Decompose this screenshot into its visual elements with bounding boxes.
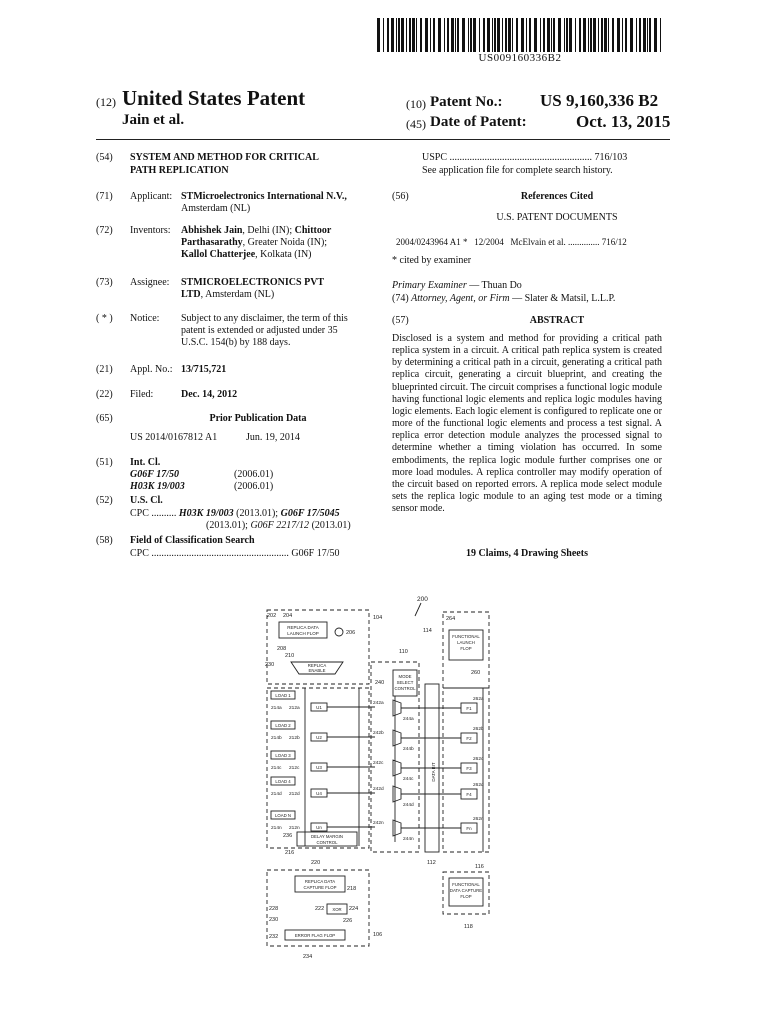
inventor-1-name: Abhishek Jain	[181, 225, 243, 236]
inventor-2-location: , Greater Noida (IN);	[242, 237, 328, 248]
field-cpc-dots: .......................................................	[148, 548, 292, 559]
barcode-bar	[636, 18, 637, 52]
invention-title-line1: SYSTEM AND METHOD FOR CRITICAL	[130, 152, 319, 163]
load-ref: 214n	[271, 826, 282, 831]
attorney-name: — Slater & Matsil, L.L.P.	[509, 293, 616, 304]
figure-ref-200	[415, 596, 428, 616]
barcode-bar	[451, 18, 454, 52]
barcode-bar	[508, 18, 511, 52]
prior-publication-number: US 2014/0167812 A1	[130, 432, 218, 443]
barcode-bar	[497, 18, 500, 52]
field-cpc-line	[130, 548, 339, 561]
intcl-code: (51)	[96, 457, 113, 468]
barcode-bar	[416, 18, 417, 52]
mux-shape	[393, 730, 401, 746]
barcode	[377, 18, 663, 52]
ref-220: 220	[311, 860, 321, 866]
cited-by-examiner: * cited by examiner	[392, 255, 472, 266]
select-ref: 244b	[403, 747, 414, 752]
barcode-bar	[502, 18, 503, 52]
barcode-bar	[547, 18, 550, 52]
svg-text:210: 210	[285, 653, 295, 659]
barcode-bar	[487, 18, 490, 52]
barcode-bar	[391, 18, 394, 52]
inventors-label: Inventors:	[130, 225, 171, 236]
barcode-bar	[479, 18, 480, 52]
svg-text:DATA BIT: DATA BIT	[431, 762, 436, 782]
prior-publication-date: Jun. 19, 2014	[246, 432, 300, 443]
intcl-label: Int. Cl.	[130, 457, 161, 468]
svg-text:FUNCTIONAL: FUNCTIONAL	[452, 882, 480, 887]
svg-text:232: 232	[269, 934, 279, 940]
barcode-bar	[564, 18, 565, 52]
barcode-bar	[516, 18, 518, 52]
barcode-bar	[447, 18, 449, 52]
svg-text:200: 200	[417, 596, 428, 603]
header-rule	[96, 139, 670, 140]
svg-text:240: 240	[375, 680, 385, 686]
svg-text:DELAY MARGIN: DELAY MARGIN	[310, 834, 344, 839]
svg-text:XOR: XOR	[332, 907, 342, 912]
select-ref: 244d	[403, 803, 414, 808]
examiner-label: Primary Examiner	[392, 280, 467, 291]
barcode-bar	[617, 18, 620, 52]
cpc-2-date: (2013.01);	[206, 520, 251, 531]
field-cpc-label: CPC	[130, 548, 149, 559]
uscl-label: U.S. Cl.	[130, 495, 163, 506]
inventor-2-name-b: Parthasarathy	[181, 237, 243, 248]
barcode-bar	[622, 18, 623, 52]
inventors-line1	[181, 225, 331, 238]
barcode-bar	[409, 18, 411, 52]
load-label: LOAD 1	[275, 693, 291, 698]
logic-element-label: U1	[316, 705, 322, 710]
attorney-label: Attorney, Agent, or Firm	[411, 293, 510, 304]
cpc-3: G06F 2217/12	[250, 520, 310, 531]
ref-116: 116	[475, 864, 484, 870]
load-label: LOAD 2	[275, 723, 291, 728]
intcl-2-date: (2006.01)	[234, 481, 274, 492]
patent-number: US 9,160,336 B2	[540, 91, 659, 110]
barcode-bar	[639, 18, 641, 52]
barcode-bar	[398, 18, 400, 52]
barcode-number: US009160336B2	[478, 52, 562, 64]
flop-ref: 262a	[473, 697, 484, 702]
svg-text:REPLICA DATA: REPLICA DATA	[287, 625, 319, 630]
primary-examiner	[392, 280, 522, 293]
svg-text:226: 226	[343, 918, 353, 924]
load-ref: 214c	[271, 766, 282, 771]
svg-text:ENABLE: ENABLE	[308, 668, 326, 673]
svg-text:LAUNCH FLOP: LAUNCH FLOP	[287, 631, 319, 636]
inventor-short: Jain et al.	[122, 112, 185, 128]
attorney-code: (74)	[392, 293, 409, 304]
barcode-bar	[608, 18, 609, 52]
error-detection-block	[267, 870, 382, 960]
flop-ref: 262b	[473, 727, 484, 732]
notice-code: ( * )	[96, 313, 113, 324]
flop-label: F1	[466, 706, 472, 711]
svg-text:218: 218	[347, 886, 357, 892]
barcode-bar	[521, 18, 524, 52]
svg-text:110: 110	[399, 649, 408, 655]
barcode-bar	[588, 18, 589, 52]
intcl-1: G06F 17/50	[130, 469, 179, 480]
barcode-bar	[604, 18, 607, 52]
logic-ref: 212n	[289, 826, 300, 831]
barcode-bar	[396, 18, 397, 52]
barcode-bar	[473, 18, 476, 52]
mux-shape	[393, 700, 401, 716]
svg-text:CONTROL: CONTROL	[394, 686, 416, 691]
see-application: See application file for complete search history.	[422, 165, 613, 176]
attorney-line	[392, 293, 615, 306]
inventors-code: (72)	[96, 225, 113, 236]
filed-date: Dec. 14, 2012	[181, 389, 238, 400]
abstract-code: (57)	[392, 315, 409, 326]
svg-text:208: 208	[277, 646, 287, 652]
barcode-bar	[401, 18, 404, 52]
invention-title-line2: PATH REPLICATION	[130, 165, 229, 176]
assignee-city: , Amsterdam (NL)	[200, 289, 275, 300]
references-title: References Cited	[520, 191, 594, 202]
applicant-label: Applicant:	[130, 191, 173, 202]
svg-text:FLOP: FLOP	[460, 894, 472, 899]
logic-ref: 212c	[289, 766, 300, 771]
assignee-line1: STMICROELECTRONICS PVT	[181, 277, 325, 288]
barcode-bar	[566, 18, 568, 52]
functional-launch-block	[423, 612, 489, 688]
inventor-3-name: Kallol Chatterjee	[181, 249, 256, 260]
svg-text:234: 234	[303, 954, 313, 960]
assignee-line2	[181, 289, 274, 302]
svg-text:ERROR FLAG FLOP: ERROR FLAG FLOP	[294, 933, 336, 938]
notice-line2: patent is extended or adjusted under 35	[181, 325, 338, 336]
svg-text:CONTROL: CONTROL	[316, 840, 338, 845]
appl-label: Appl. No.:	[130, 364, 173, 375]
svg-text:204: 204	[283, 613, 293, 619]
logic-ref: 212b	[289, 736, 300, 741]
barcode-bar	[529, 18, 531, 52]
examiner-name: — Thuan Do	[466, 280, 522, 291]
uspc-dots: .........................................................	[447, 152, 595, 163]
filed-code: (22)	[96, 389, 113, 400]
barcode-bar	[583, 18, 586, 52]
abstract-title: ABSTRACT	[529, 315, 585, 326]
barcode-bar	[612, 18, 614, 52]
svg-text:LAUNCH: LAUNCH	[457, 640, 475, 645]
barcode-bar	[649, 18, 651, 52]
applicant-city: Amsterdam (NL)	[181, 203, 251, 214]
svg-text:264: 264	[446, 616, 456, 622]
barcode-bar	[590, 18, 592, 52]
barcode-bar	[534, 18, 537, 52]
barcode-bar	[425, 18, 428, 52]
mux-ref: 242a	[373, 701, 384, 706]
barcode-bar	[575, 18, 576, 52]
uspc-line	[422, 152, 627, 165]
intcl-1-date: (2006.01)	[234, 469, 274, 480]
barcode-bar	[579, 18, 581, 52]
barcode-bar	[553, 18, 555, 52]
barcode-bar	[654, 18, 657, 52]
flop-label: Fn	[466, 826, 472, 831]
barcode-bar	[430, 18, 431, 52]
svg-text:230: 230	[269, 917, 279, 923]
delay-margin-block	[283, 832, 357, 856]
svg-text:206: 206	[346, 630, 356, 636]
mux-shape	[393, 760, 401, 776]
kind-code: (12)	[96, 95, 116, 109]
svg-text:228: 228	[269, 906, 279, 912]
flop-label: F4	[466, 792, 472, 797]
right-column	[392, 152, 662, 572]
barcode-bar	[526, 18, 527, 52]
barcode-bar	[438, 18, 441, 52]
load-ref: 214b	[271, 736, 282, 741]
logic-element-label: Un	[316, 825, 322, 830]
cpc-line1	[130, 508, 340, 521]
barcode-bar	[387, 18, 389, 52]
ref-112: 112	[427, 860, 436, 866]
barcode-bar	[494, 18, 496, 52]
barcode-bar	[660, 18, 661, 52]
applicant-name: STMicroelectronics International N.V.,	[181, 191, 347, 202]
date-code: (45)	[406, 117, 426, 131]
cpc-label: CPC	[130, 508, 149, 519]
logic-element-label: U3	[316, 765, 322, 770]
abstract-text: Disclosed is a system and method for providing a critical path replica system in a circuit. A critical path replica system is created by determining a critical path in a circuit, generating a critical path replica circuit, generating a circuit blueprint, and creating the blueprinted circuit. The circuit comprises a functional logic module having functional logic elements and replica logic modules having logic elements. Each logic element is configured to replicate one or more of the functional logic elements and process a test signal. A replica error detection module analyzes the processed signal to determine whether a timing violation has occurred. In some embodiments, the replica logic module further comprises one or more load modules. A replica controller may modify operation of the circuit based on reported errors. A replica mode select module sets the replica logic module to an aging test mode or a timing sensor mode.	[392, 333, 663, 515]
patent-type-title: United States Patent	[122, 86, 306, 110]
logic-element-label: U2	[316, 735, 322, 740]
uspc-label: USPC	[422, 152, 448, 163]
barcode-bar	[593, 18, 596, 52]
barcode-bar	[569, 18, 572, 52]
barcode-bar	[412, 18, 415, 52]
barcode-bar	[433, 18, 435, 52]
patent-date: Oct. 13, 2015	[576, 112, 671, 131]
mux-ref: 242b	[373, 731, 384, 736]
notice-line1: Subject to any disclaimer, the term of this	[181, 313, 348, 324]
cpc-3-date: (2013.01)	[309, 520, 351, 531]
barcode-bar	[643, 18, 646, 52]
barcode-bar	[505, 18, 507, 52]
assignee-label: Assignee:	[130, 277, 170, 288]
mux-ref: 242d	[373, 787, 384, 792]
barcode-bar	[647, 18, 648, 52]
flop-ref: 262c	[473, 757, 484, 762]
flop-ref: 262d	[473, 783, 484, 788]
cpc-2: G06F 17/5045	[280, 508, 340, 519]
svg-text:260: 260	[471, 670, 481, 676]
barcode-bar	[406, 18, 407, 52]
barcode-bar	[512, 18, 513, 52]
patent-no-code: (10)	[406, 97, 426, 111]
mux-ref: 242c	[373, 761, 384, 766]
barcode-bar	[483, 18, 485, 52]
barcode-bar	[540, 18, 541, 52]
prior-code: (65)	[96, 413, 113, 424]
logic-ref: 212d	[289, 792, 300, 797]
svg-text:114: 114	[423, 628, 432, 634]
svg-text:202: 202	[267, 613, 277, 619]
select-ref: 244a	[403, 717, 414, 722]
svg-text:FLOP: FLOP	[460, 646, 472, 651]
cpc-dots: ..........	[148, 508, 179, 519]
svg-text:230: 230	[265, 662, 275, 668]
inventor-2-name-a: Chittoor	[294, 225, 332, 236]
svg-text:CAPTURE FLOP: CAPTURE FLOP	[303, 885, 337, 890]
svg-text:REPLICA DATA: REPLICA DATA	[304, 879, 336, 884]
barcode-bar	[630, 18, 633, 52]
svg-text:104: 104	[373, 615, 383, 621]
load-label: LOAD 3	[275, 753, 291, 758]
mux-shape	[393, 786, 401, 802]
cpc-line2	[206, 520, 351, 533]
notice-line3: U.S.C. 154(b) by 188 days.	[181, 337, 291, 348]
svg-text:236: 236	[283, 833, 293, 839]
mux-shape	[393, 820, 401, 836]
svg-text:REPLICA: REPLICA	[307, 663, 327, 668]
filed-label: Filed:	[130, 389, 154, 400]
mux-ref: 242n	[373, 821, 384, 826]
svg-text:SELECT: SELECT	[396, 680, 414, 685]
svg-text:222: 222	[315, 906, 325, 912]
barcode-bar	[462, 18, 465, 52]
field-code: (58)	[96, 535, 113, 546]
barcode-bar	[625, 18, 627, 52]
barcode-bar	[551, 18, 552, 52]
logic-element-label: U4	[316, 791, 322, 796]
load-label: LOAD N	[275, 813, 291, 818]
cpc-1-date: (2013.01);	[233, 508, 281, 519]
svg-text:224: 224	[349, 906, 359, 912]
barcode-bar	[457, 18, 459, 52]
select-ref: 244c	[403, 777, 414, 782]
reference-1: 2004/0243964 A1 * 12/2004 McElvain et al. .............. 716/12	[396, 237, 627, 247]
claims-summary: 19 Claims, 4 Drawing Sheets	[466, 548, 588, 559]
load-label: LOAD 4	[275, 779, 291, 784]
date-label: Date of Patent:	[430, 114, 527, 130]
refs-code: (56)	[392, 191, 409, 202]
functional-capture-block	[443, 872, 489, 930]
barcode-bar	[444, 18, 445, 52]
barcode-bar	[558, 18, 561, 52]
prior-publication-title: Prior Publication Data	[209, 413, 307, 424]
intcl-2: H03K 19/003	[130, 481, 185, 492]
assignee-code: (73)	[96, 277, 113, 288]
inventors-line3	[181, 249, 312, 262]
svg-text:216: 216	[285, 850, 295, 856]
circuit-figure	[255, 592, 505, 967]
svg-text:106: 106	[373, 932, 383, 938]
inventor-1-location: , Delhi (IN);	[242, 225, 295, 236]
load-ref: 214d	[271, 792, 282, 797]
barcode-bar	[468, 18, 469, 52]
notice-label: Notice:	[130, 313, 160, 324]
inventors-line2	[181, 237, 327, 250]
appl-code: (21)	[96, 364, 113, 375]
logic-rows	[271, 688, 484, 852]
select-ref: 244n	[403, 837, 414, 842]
barcode-bar	[377, 18, 380, 52]
flop-ref: 262n	[473, 817, 484, 822]
left-column	[96, 152, 386, 572]
barcode-bar	[601, 18, 603, 52]
field-label: Field of Classification Search	[130, 535, 255, 546]
barcode-bar	[420, 18, 422, 52]
svg-text:MODE: MODE	[398, 674, 412, 679]
svg-text:DATA CAPTURE: DATA CAPTURE	[449, 888, 483, 893]
svg-text:118: 118	[464, 924, 473, 930]
uspc-value: 716/103	[594, 152, 628, 163]
barcode-bar	[598, 18, 599, 52]
barcode-bar	[492, 18, 493, 52]
barcode-bar	[383, 18, 384, 52]
svg-text:FUNCTIONAL: FUNCTIONAL	[452, 634, 480, 639]
appl-number: 13/715,721	[181, 364, 227, 375]
flop-label: F3	[466, 766, 472, 771]
field-cpc-value: G06F 17/50	[291, 548, 340, 559]
cpc-1: H03K 19/003	[178, 508, 234, 519]
title-code: (54)	[96, 152, 113, 163]
barcode-bar	[543, 18, 545, 52]
barcode-bar	[470, 18, 472, 52]
patent-no-label: Patent No.:	[430, 94, 503, 110]
us-patent-documents: U.S. PATENT DOCUMENTS	[496, 212, 618, 223]
load-ref: 214a	[271, 706, 282, 711]
assignee-ltd: LTD	[181, 289, 201, 300]
flop-label: F2	[466, 736, 472, 741]
uscl-code: (52)	[96, 495, 113, 506]
logic-ref: 212a	[289, 706, 300, 711]
barcode-bar	[455, 18, 456, 52]
inventor-3-location: , Kolkata (IN)	[255, 249, 312, 260]
applicant-code: (71)	[96, 191, 113, 202]
